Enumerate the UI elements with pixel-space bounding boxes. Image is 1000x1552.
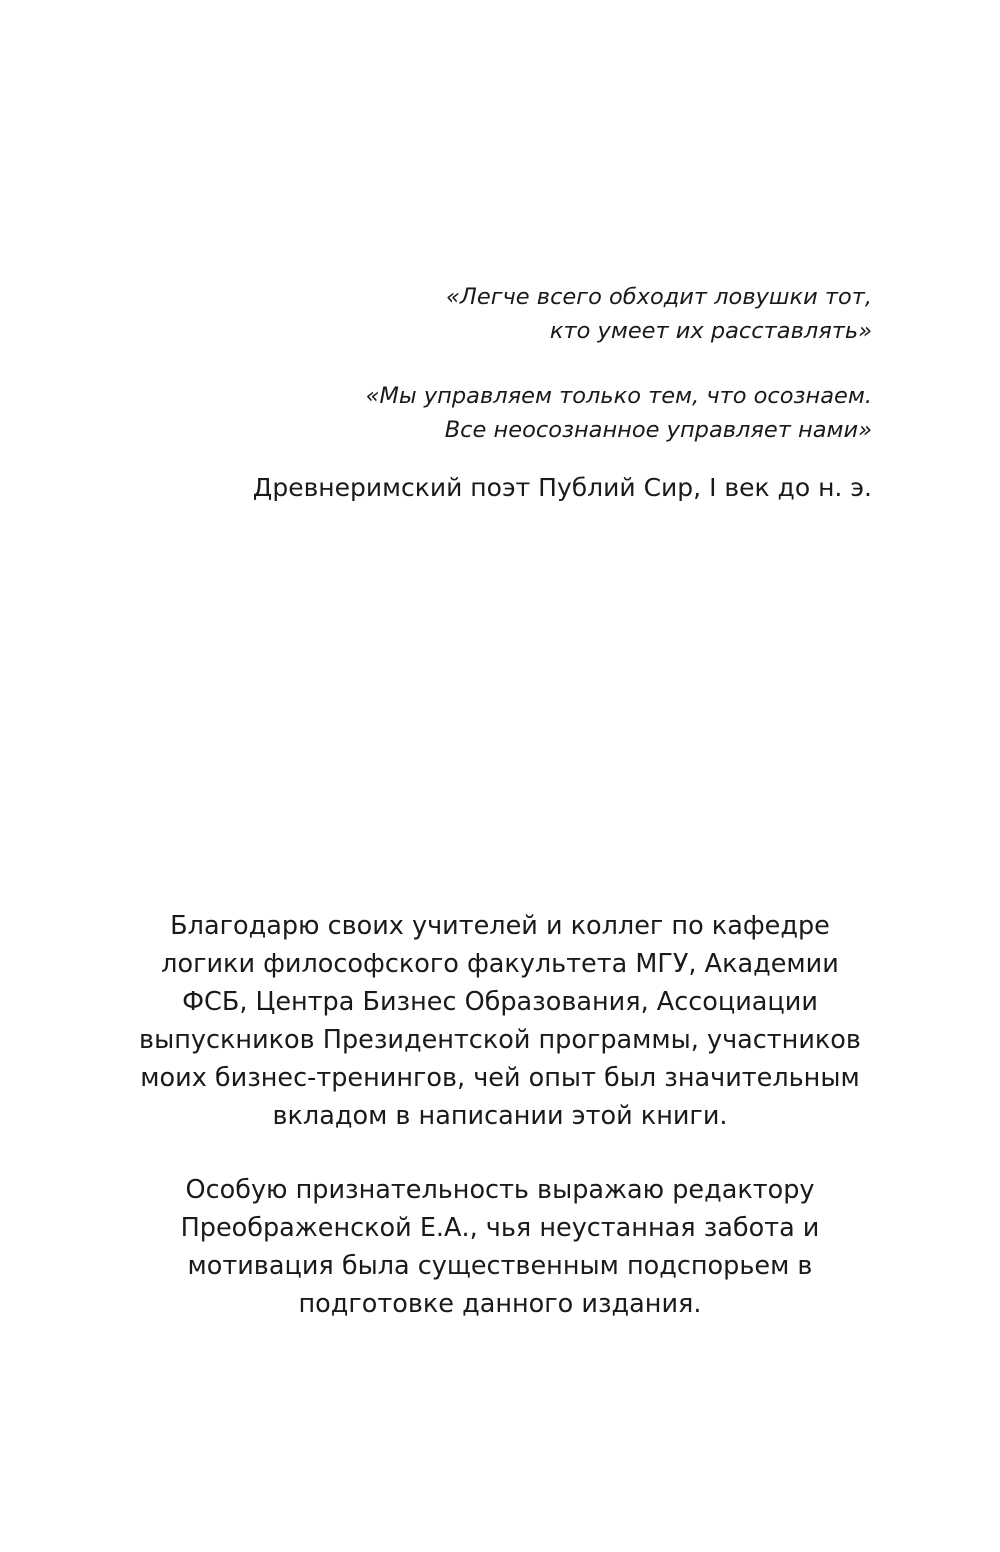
paragraph-2-line: подготовке данного издания. bbox=[298, 1289, 702, 1319]
paragraph-1-line: Благодарю своих учителей и коллег по кафедре bbox=[170, 911, 830, 941]
acknowledgements-paragraph-1 bbox=[0, 907, 1000, 1135]
acknowledgements-paragraph-2 bbox=[0, 1171, 1000, 1323]
paragraph-2-line: мотивация была существенным подспорьем в bbox=[187, 1251, 813, 1281]
paragraph-1-line: выпускников Президентской программы, участников bbox=[139, 1025, 861, 1055]
epigraph-quote-1 bbox=[172, 280, 872, 348]
paragraph-1-line: моих бизнес-тренингов, чей опыт был значительным bbox=[140, 1063, 860, 1093]
acknowledgements bbox=[0, 907, 1000, 1323]
paragraph-1-line: логики философского факультета МГУ, Академии bbox=[161, 949, 839, 979]
quote-1-line-1: «Легче всего обходит ловушки тот, bbox=[446, 284, 872, 310]
epigraph-attribution: Древнеримский поэт Публий Сир, I век до н. э. bbox=[252, 473, 872, 502]
quote-2-line-1: «Мы управляем только тем, что осознаем. bbox=[365, 383, 872, 409]
quote-1-line-2: кто умеет их расставлять» bbox=[549, 318, 872, 344]
paragraph-2-line: Особую признательность выражаю редактору bbox=[185, 1175, 815, 1205]
paragraph-2-line: Преображенской Е.А., чья неустанная забота и bbox=[180, 1213, 820, 1243]
paragraph-1-line: вкладом в написании этой книги. bbox=[272, 1101, 728, 1131]
epigraph-quote-2 bbox=[172, 379, 872, 447]
quote-2-line-2: Все неосознанное управляет нами» bbox=[444, 417, 872, 443]
paragraph-1-line: ФСБ, Центра Бизнес Образования, Ассоциации bbox=[182, 987, 818, 1017]
epigraph bbox=[172, 280, 872, 505]
